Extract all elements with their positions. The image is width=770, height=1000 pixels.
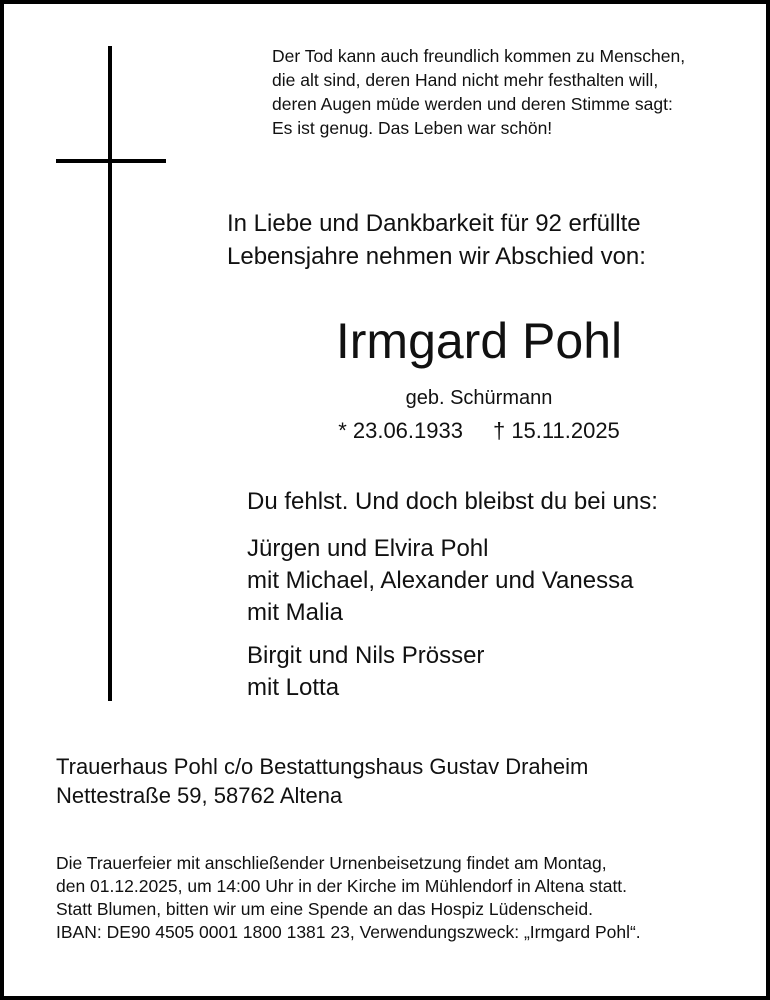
poem-line: deren Augen müde werden und deren Stimme sagt: <box>272 94 673 114</box>
birth-name: geb. Schürmann <box>405 387 553 409</box>
mourning-address <box>56 752 736 810</box>
service-line: IBAN: DE90 4505 0001 1800 1381 23, Verwendungszweck: „Irmgard Pohl“. <box>56 922 641 942</box>
deceased-name: Irmgard Pohl <box>335 313 623 369</box>
poem-line: Der Tod kann auch freundlich kommen zu Menschen, <box>272 46 686 66</box>
birth-date: * 23.06.1933 <box>338 418 463 443</box>
mourner-line: mit Malia <box>247 599 344 626</box>
service-line: Statt Blumen, bitten wir um eine Spende an das Hospiz Lüdenscheid. <box>56 899 593 919</box>
mourners-family-2 <box>247 640 747 704</box>
intro-line: Lebensjahre nehmen wir Abschied von: <box>227 243 646 270</box>
intro-text <box>227 207 747 273</box>
poem-line: die alt sind, deren Hand nicht mehr festhalten will, <box>272 70 659 90</box>
mourner-line: mit Michael, Alexander und Vanessa <box>247 567 634 594</box>
death-date: † 15.11.2025 <box>492 418 620 443</box>
mourners-heading: Du fehlst. Und doch bleibst du bei uns: <box>247 488 658 515</box>
intro-line: In Liebe und Dankbarkeit für 92 erfüllte <box>227 210 641 237</box>
cross-symbol-horizontal <box>56 159 166 163</box>
mourners-family-1 <box>247 533 747 629</box>
mourner-line: mit Lotta <box>247 674 340 701</box>
mourner-line: Birgit und Nils Prösser <box>247 642 485 669</box>
address-line: Trauerhaus Pohl c/o Bestattungshaus Gustav Draheim <box>56 754 589 779</box>
service-line: den 01.12.2025, um 14:00 Uhr in der Kirche im Mühlendorf in Altena statt. <box>56 876 628 896</box>
mourner-line: Jürgen und Elvira Pohl <box>247 535 489 562</box>
cross-symbol-vertical <box>108 46 112 701</box>
poem-quote <box>272 44 742 140</box>
life-dates <box>4 417 770 445</box>
address-line: Nettestraße 59, 58762 Altena <box>56 783 343 808</box>
poem-line: Es ist genug. Das Leben war schön! <box>272 118 553 138</box>
funeral-service-info <box>56 852 746 944</box>
service-line: Die Trauerfeier mit anschließender Urnenbeisetzung findet am Montag, <box>56 853 607 873</box>
